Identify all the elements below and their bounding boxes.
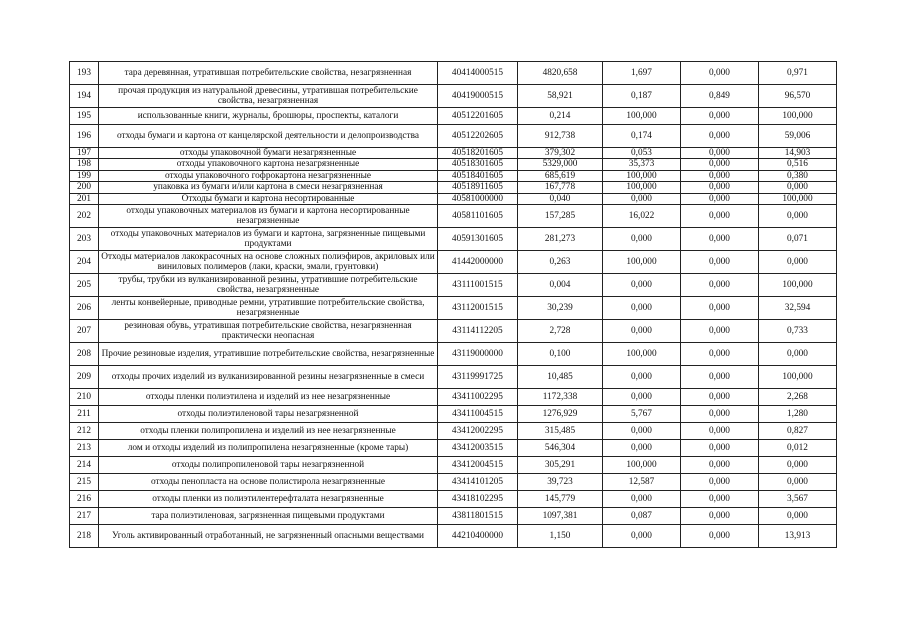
waste-name-cell: отходы полиэтиленовой тары незагрязненной — [99, 406, 438, 423]
value-4-cell: 0,000 — [759, 251, 837, 274]
value-1-cell: 305,291 — [518, 457, 603, 474]
table-row — [70, 525, 837, 548]
waste-code-cell: 43411002295 — [438, 389, 518, 406]
value-4-cell: 100,000 — [759, 274, 837, 297]
value-1-cell: 0,100 — [518, 343, 603, 366]
value-4-cell: 3,567 — [759, 491, 837, 508]
table-row — [70, 182, 837, 193]
table-row — [70, 62, 837, 85]
table-row — [70, 125, 837, 148]
value-1-cell: 281,273 — [518, 228, 603, 251]
value-4-cell: 0,000 — [759, 182, 837, 193]
value-3-cell: 0,000 — [681, 366, 759, 389]
waste-code-cell: 40591301605 — [438, 228, 518, 251]
waste-name-cell: трубы, трубки из вулканизированной резины, утратившие потребительские свойства, незагрязненные — [99, 274, 438, 297]
value-3-cell: 0,000 — [681, 205, 759, 228]
waste-name-cell: Отходы бумаги и картона несортированные — [99, 193, 438, 204]
value-4-cell: 2,268 — [759, 389, 837, 406]
value-2-cell: 100,000 — [603, 170, 681, 181]
value-2-cell: 5,767 — [603, 406, 681, 423]
row-number-cell: 196 — [70, 125, 99, 148]
value-4-cell: 0,071 — [759, 228, 837, 251]
waste-table-page — [69, 61, 836, 548]
value-1-cell: 1,150 — [518, 525, 603, 548]
value-3-cell: 0,000 — [681, 228, 759, 251]
waste-code-cell: 43418102295 — [438, 491, 518, 508]
table-row — [70, 193, 837, 204]
waste-name-cell: упаковка из бумаги и/или картона в смеси незагрязненная — [99, 182, 438, 193]
value-2-cell: 0,087 — [603, 508, 681, 525]
row-number-cell: 205 — [70, 274, 99, 297]
value-2-cell: 0,174 — [603, 125, 681, 148]
table-row — [70, 170, 837, 181]
waste-name-cell: отходы упаковочных материалов из бумаги и картона, загрязненные пищевыми продуктами — [99, 228, 438, 251]
table-row — [70, 366, 837, 389]
value-4-cell: 0,000 — [759, 474, 837, 491]
waste-name-cell: отходы прочих изделий из вулканизированной резины незагрязненные в смеси — [99, 366, 438, 389]
row-number-cell: 207 — [70, 320, 99, 343]
value-2-cell: 0,000 — [603, 228, 681, 251]
value-4-cell: 100,000 — [759, 366, 837, 389]
waste-name-cell: отходы полипропиленовой тары незагрязненной — [99, 457, 438, 474]
waste-name-cell: отходы упаковочной бумаги незагрязненные — [99, 148, 438, 159]
value-4-cell: 0,380 — [759, 170, 837, 181]
row-number-cell: 215 — [70, 474, 99, 491]
waste-code-cell: 40518911605 — [438, 182, 518, 193]
value-3-cell: 0,000 — [681, 389, 759, 406]
waste-name-cell: отходы пленки полипропилена и изделий из нее незагрязненные — [99, 423, 438, 440]
value-3-cell: 0,000 — [681, 251, 759, 274]
waste-code-cell: 40518401605 — [438, 170, 518, 181]
waste-code-cell: 43811801515 — [438, 508, 518, 525]
value-1-cell: 315,485 — [518, 423, 603, 440]
row-number-cell: 210 — [70, 389, 99, 406]
value-2-cell: 0,053 — [603, 148, 681, 159]
row-number-cell: 195 — [70, 108, 99, 125]
row-number-cell: 197 — [70, 148, 99, 159]
value-2-cell: 100,000 — [603, 182, 681, 193]
waste-name-cell: использованные книги, журналы, брошюры, проспекты, каталоги — [99, 108, 438, 125]
value-3-cell: 0,000 — [681, 297, 759, 320]
row-number-cell: 206 — [70, 297, 99, 320]
value-1-cell: 1172,338 — [518, 389, 603, 406]
waste-code-cell: 40419000515 — [438, 85, 518, 108]
value-1-cell: 145,779 — [518, 491, 603, 508]
value-1-cell: 39,723 — [518, 474, 603, 491]
row-number-cell: 200 — [70, 182, 99, 193]
value-3-cell: 0,000 — [681, 274, 759, 297]
table-row — [70, 406, 837, 423]
value-3-cell: 0,000 — [681, 457, 759, 474]
value-3-cell: 0,849 — [681, 85, 759, 108]
value-1-cell: 685,619 — [518, 170, 603, 181]
row-number-cell: 211 — [70, 406, 99, 423]
waste-code-cell: 40581101605 — [438, 205, 518, 228]
row-number-cell: 194 — [70, 85, 99, 108]
waste-name-cell: прочая продукция из натуральной древесины, утратившая потребительские свойства, незагрязненная — [99, 85, 438, 108]
value-1-cell: 0,263 — [518, 251, 603, 274]
value-4-cell: 0,516 — [759, 159, 837, 170]
value-3-cell: 0,000 — [681, 508, 759, 525]
value-1-cell: 167,778 — [518, 182, 603, 193]
waste-name-cell: ленты конвейерные, приводные ремни, утратившие потребительские свойства, незагрязненные — [99, 297, 438, 320]
table-row — [70, 320, 837, 343]
table-row — [70, 491, 837, 508]
value-2-cell: 0,000 — [603, 297, 681, 320]
value-2-cell: 0,000 — [603, 274, 681, 297]
waste-name-cell: отходы пленки из полиэтилентерефталата незагрязненные — [99, 491, 438, 508]
row-number-cell: 214 — [70, 457, 99, 474]
value-3-cell: 0,000 — [681, 125, 759, 148]
value-2-cell: 1,697 — [603, 62, 681, 85]
value-1-cell: 546,304 — [518, 440, 603, 457]
table-row — [70, 205, 837, 228]
value-3-cell: 0,000 — [681, 320, 759, 343]
value-3-cell: 0,000 — [681, 440, 759, 457]
value-2-cell: 100,000 — [603, 343, 681, 366]
row-number-cell: 201 — [70, 193, 99, 204]
row-number-cell: 202 — [70, 205, 99, 228]
value-4-cell: 59,006 — [759, 125, 837, 148]
table-row — [70, 148, 837, 159]
table-row — [70, 251, 837, 274]
table-row — [70, 440, 837, 457]
value-1-cell: 1097,381 — [518, 508, 603, 525]
table-row — [70, 457, 837, 474]
value-2-cell: 0,000 — [603, 491, 681, 508]
waste-name-cell: отходы упаковочных материалов из бумаги и картона несортированные незагрязненные — [99, 205, 438, 228]
value-4-cell: 100,000 — [759, 193, 837, 204]
waste-code-cell: 43411004515 — [438, 406, 518, 423]
value-4-cell: 0,012 — [759, 440, 837, 457]
waste-code-cell: 43412002295 — [438, 423, 518, 440]
waste-name-cell: лом и отходы изделий из полипропилена незагрязненные (кроме тары) — [99, 440, 438, 457]
value-4-cell: 0,000 — [759, 508, 837, 525]
table-row — [70, 274, 837, 297]
waste-code-cell: 43114112205 — [438, 320, 518, 343]
value-1-cell: 4820,658 — [518, 62, 603, 85]
value-3-cell: 0,000 — [681, 343, 759, 366]
row-number-cell: 212 — [70, 423, 99, 440]
table-row — [70, 85, 837, 108]
waste-code-cell: 40512202605 — [438, 125, 518, 148]
value-2-cell: 16,022 — [603, 205, 681, 228]
waste-code-cell: 40518201605 — [438, 148, 518, 159]
waste-name-cell: Прочие резиновые изделия, утратившие потребительские свойства, незагрязненные — [99, 343, 438, 366]
waste-code-cell: 40518301605 — [438, 159, 518, 170]
value-3-cell: 0,000 — [681, 159, 759, 170]
value-4-cell: 13,913 — [759, 525, 837, 548]
row-number-cell: 203 — [70, 228, 99, 251]
value-4-cell: 14,903 — [759, 148, 837, 159]
value-1-cell: 1276,929 — [518, 406, 603, 423]
waste-name-cell: резиновая обувь, утратившая потребительские свойства, незагрязненная практически неопасная — [99, 320, 438, 343]
waste-code-cell: 40414000515 — [438, 62, 518, 85]
waste-name-cell: отходы пенопласта на основе полистирола незагрязненные — [99, 474, 438, 491]
value-2-cell: 0,000 — [603, 440, 681, 457]
value-2-cell: 0,000 — [603, 423, 681, 440]
value-3-cell: 0,000 — [681, 525, 759, 548]
value-4-cell: 100,000 — [759, 108, 837, 125]
value-3-cell: 0,000 — [681, 193, 759, 204]
value-2-cell: 100,000 — [603, 457, 681, 474]
table-row — [70, 228, 837, 251]
waste-code-cell: 41442000000 — [438, 251, 518, 274]
waste-name-cell: Уголь активированный отработанный, не загрязненный опасными веществами — [99, 525, 438, 548]
waste-name-cell: отходы упаковочного картона незагрязненные — [99, 159, 438, 170]
waste-code-cell: 44210400000 — [438, 525, 518, 548]
waste-code-cell: 40581000000 — [438, 193, 518, 204]
value-1-cell: 379,302 — [518, 148, 603, 159]
value-4-cell: 0,000 — [759, 457, 837, 474]
waste-name-cell: отходы бумаги и картона от канцелярской деятельности и делопроизводства — [99, 125, 438, 148]
value-1-cell: 5329,000 — [518, 159, 603, 170]
value-2-cell: 0,000 — [603, 320, 681, 343]
row-number-cell: 209 — [70, 366, 99, 389]
value-3-cell: 0,000 — [681, 108, 759, 125]
row-number-cell: 213 — [70, 440, 99, 457]
table-row — [70, 423, 837, 440]
value-3-cell: 0,000 — [681, 62, 759, 85]
waste-code-cell: 43119000000 — [438, 343, 518, 366]
value-1-cell: 58,921 — [518, 85, 603, 108]
waste-table — [69, 61, 837, 548]
row-number-cell: 217 — [70, 508, 99, 525]
value-3-cell: 0,000 — [681, 474, 759, 491]
row-number-cell: 216 — [70, 491, 99, 508]
value-1-cell: 30,239 — [518, 297, 603, 320]
value-1-cell: 157,285 — [518, 205, 603, 228]
value-3-cell: 0,000 — [681, 182, 759, 193]
waste-code-cell: 43119991725 — [438, 366, 518, 389]
value-2-cell: 0,000 — [603, 389, 681, 406]
value-3-cell: 0,000 — [681, 491, 759, 508]
value-4-cell: 0,000 — [759, 205, 837, 228]
value-2-cell: 100,000 — [603, 108, 681, 125]
value-4-cell: 96,570 — [759, 85, 837, 108]
value-4-cell: 1,280 — [759, 406, 837, 423]
waste-table-body — [70, 62, 837, 548]
value-4-cell: 0,827 — [759, 423, 837, 440]
value-2-cell: 0,000 — [603, 366, 681, 389]
value-1-cell: 10,485 — [518, 366, 603, 389]
value-4-cell: 0,971 — [759, 62, 837, 85]
value-2-cell: 0,187 — [603, 85, 681, 108]
value-3-cell: 0,000 — [681, 423, 759, 440]
waste-code-cell: 43112001515 — [438, 297, 518, 320]
value-3-cell: 0,000 — [681, 170, 759, 181]
value-4-cell: 32,594 — [759, 297, 837, 320]
waste-name-cell: Отходы материалов лакокрасочных на основе сложных полиэфиров, акриловых или виниловых полимеров (лаки, краски, эмали, грунтовки) — [99, 251, 438, 274]
row-number-cell: 199 — [70, 170, 99, 181]
value-2-cell: 100,000 — [603, 251, 681, 274]
table-row — [70, 297, 837, 320]
waste-name-cell: тара деревянная, утратившая потребительские свойства, незагрязненная — [99, 62, 438, 85]
value-4-cell: 0,733 — [759, 320, 837, 343]
table-row — [70, 474, 837, 491]
value-1-cell: 0,214 — [518, 108, 603, 125]
row-number-cell: 198 — [70, 159, 99, 170]
table-row — [70, 343, 837, 366]
value-3-cell: 0,000 — [681, 148, 759, 159]
waste-code-cell: 43412003515 — [438, 440, 518, 457]
table-row — [70, 389, 837, 406]
row-number-cell: 218 — [70, 525, 99, 548]
value-2-cell: 35,373 — [603, 159, 681, 170]
table-row — [70, 159, 837, 170]
table-row — [70, 108, 837, 125]
table-row — [70, 508, 837, 525]
waste-code-cell: 43414101205 — [438, 474, 518, 491]
row-number-cell: 193 — [70, 62, 99, 85]
value-3-cell: 0,000 — [681, 406, 759, 423]
waste-code-cell: 43111001515 — [438, 274, 518, 297]
waste-name-cell: тара полиэтиленовая, загрязненная пищевыми продуктами — [99, 508, 438, 525]
waste-code-cell: 40512201605 — [438, 108, 518, 125]
value-1-cell: 912,738 — [518, 125, 603, 148]
row-number-cell: 204 — [70, 251, 99, 274]
waste-name-cell: отходы пленки полиэтилена и изделий из нее незагрязненные — [99, 389, 438, 406]
value-1-cell: 0,040 — [518, 193, 603, 204]
row-number-cell: 208 — [70, 343, 99, 366]
value-1-cell: 0,004 — [518, 274, 603, 297]
value-1-cell: 2,728 — [518, 320, 603, 343]
value-2-cell: 0,000 — [603, 193, 681, 204]
value-2-cell: 12,587 — [603, 474, 681, 491]
waste-name-cell: отходы упаковочного гофрокартона незагрязненные — [99, 170, 438, 181]
waste-code-cell: 43412004515 — [438, 457, 518, 474]
value-4-cell: 0,000 — [759, 343, 837, 366]
value-2-cell: 0,000 — [603, 525, 681, 548]
